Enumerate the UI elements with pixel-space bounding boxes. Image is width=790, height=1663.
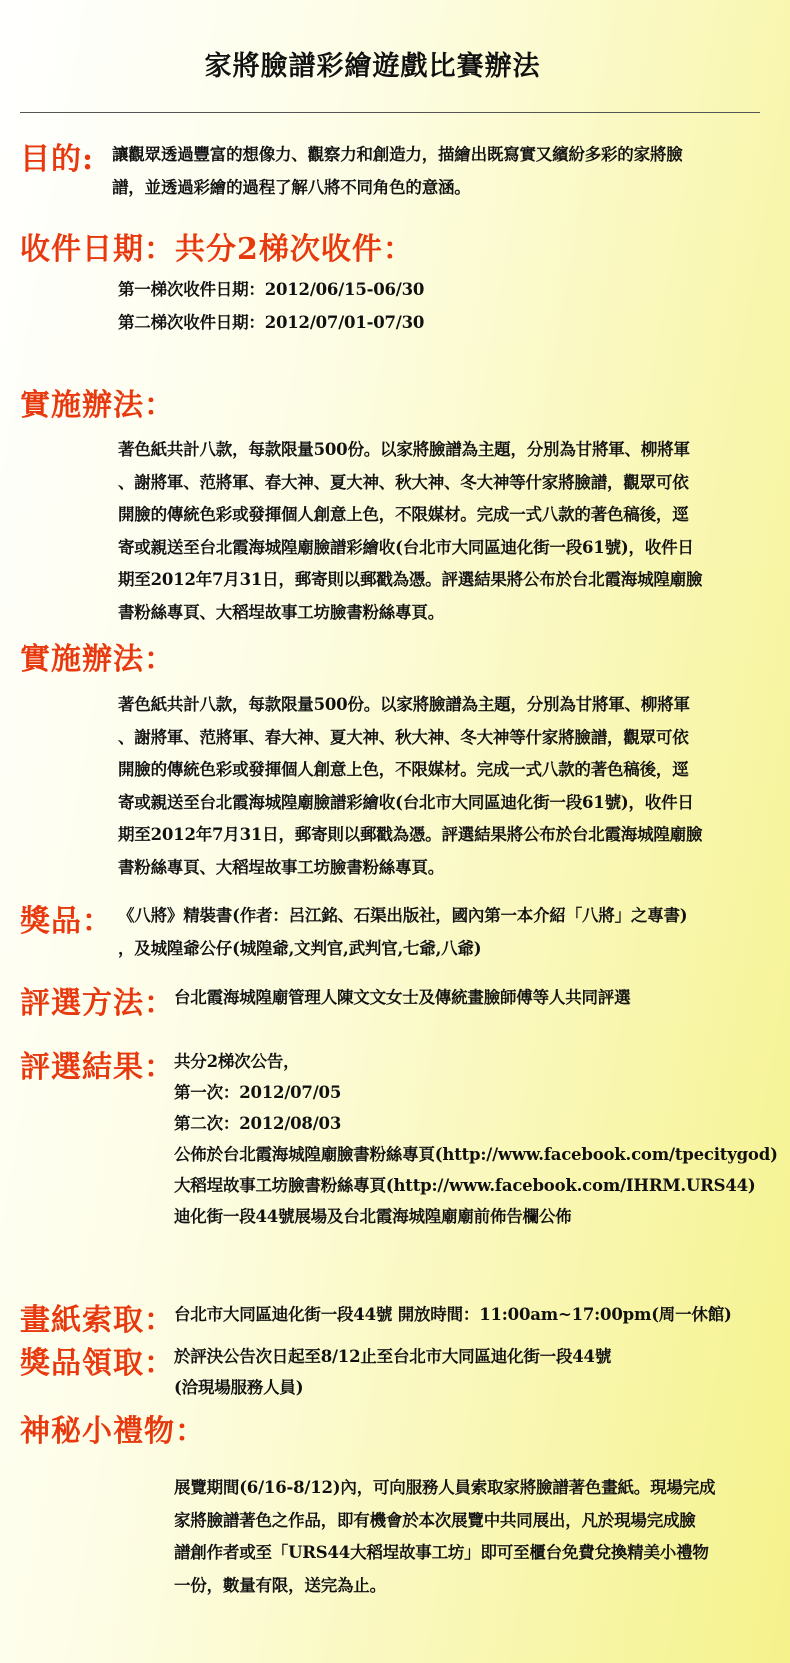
purpose-heading: 目的: xyxy=(20,142,95,177)
method-heading-2: 實施辦法： xyxy=(20,642,175,677)
claim-text xyxy=(174,1341,611,1403)
purpose-line: 讓觀眾透過豐富的想像力、觀察力和創造力，描繪出既寫實又繽紛多彩的家將臉 xyxy=(112,145,683,164)
method-line: 開臉的傳統色彩或發揮個人創意上色，不限媒材。完成一式八款的著色稿後，逕 xyxy=(118,505,689,524)
selection-heading: 評選方法： xyxy=(20,986,175,1021)
method-line: 寄或親送至台北霞海城隍廟臉譜彩繪收(台北市大同區迪化街一段61號)，收件日 xyxy=(118,537,694,557)
collection-dates xyxy=(118,274,424,339)
results-line: 迪化街一段44號展場及台北霞海城隍廟廟前佈告欄公佈 xyxy=(174,1207,572,1226)
collection-line: 第一梯次收件日期：2012/06/15-06/30 xyxy=(118,280,425,299)
results-heading: 評選結果： xyxy=(20,1050,175,1085)
claim-heading: 獎品領取： xyxy=(20,1346,175,1381)
method-line: 書粉絲專頁、大稻埕故事工坊臉書粉絲專頁。 xyxy=(118,602,445,622)
method-line: 著色紙共計八款，每款限量500份。以家將臉譜為主題，分別為甘將軍、柳將軍 xyxy=(118,440,690,459)
method-line: 書粉絲專頁、大稻埕故事工坊臉書粉絲專頁。 xyxy=(118,857,445,877)
claim-line: 於評決公告次日起至8/12止至台北市大同區迪化街一段44號 xyxy=(174,1347,612,1366)
results-line: 第二次：2012/08/03 xyxy=(174,1114,342,1133)
results-text xyxy=(174,1046,778,1232)
method-text xyxy=(118,434,702,629)
method-heading: 實施辦法： xyxy=(20,388,175,423)
gift-line: 展覽期間(6/16-8/12)內，可向服務人員索取家將臉譜著色畫紙。現場完成 xyxy=(174,1478,716,1497)
gift-line: 家將臉譜著色之作品，即有機會於本次展覽中共同展出，凡於現場完成臉 xyxy=(174,1510,696,1530)
gift-line: 一份，數量有限，送完為止。 xyxy=(174,1575,386,1595)
method-line: 著色紙共計八款，每款限量500份。以家將臉譜為主題，分別為甘將軍、柳將軍 xyxy=(118,695,690,714)
method-line: 期至2012年7月31日，郵寄則以郵戳為憑。評選結果將公布於台北霞海城隍廟臉 xyxy=(118,570,703,589)
selection-text: 台北霞海城隍廟管理人陳文文女士及傳統畫臉師傅等人共同評選 xyxy=(174,988,631,1007)
purpose-line: 譜，並透過彩繪的過程了解八將不同角色的意涵。 xyxy=(112,177,471,197)
page-title: 家將臉譜彩繪遊戲比賽辦法 xyxy=(204,51,541,82)
claim-line: (洽現場服務人員) xyxy=(174,1378,304,1397)
prize-text xyxy=(118,900,687,965)
paper-text: 台北市大同區迪化街一段44號 開放時間：11:00am~17:00pm(周一休館) xyxy=(174,1305,732,1324)
prize-line: 《八將》精裝書(作者：呂江銘、石渠出版社，國內第一本介紹「八將」之專書) xyxy=(118,906,688,925)
purpose-text xyxy=(112,139,683,204)
gift-heading: 神秘小禮物： xyxy=(20,1414,206,1449)
gift-text xyxy=(174,1472,715,1602)
paper-heading: 畫紙索取： xyxy=(20,1303,175,1338)
method-line: 期至2012年7月31日，郵寄則以郵戳為憑。評選結果將公布於台北霞海城隍廟臉 xyxy=(118,825,703,844)
collection-line: 第二梯次收件日期：2012/07/01-07/30 xyxy=(118,312,425,332)
results-line: 第一次：2012/07/05 xyxy=(174,1083,342,1102)
method-line: 、謝將軍、范將軍、春大神、夏大神、秋大神、冬大神等什家將臉譜，觀眾可依 xyxy=(118,472,689,492)
prize-line: ，及城隍爺公仔(城隍爺,文判官,武判官,七爺,八爺) xyxy=(118,938,482,958)
results-line: 共分2梯次公告， xyxy=(174,1052,300,1071)
collection-heading: 收件日期：共分2梯次收件： xyxy=(20,232,414,267)
gift-line: 譜創作者或至「URS44大稻埕故事工坊」即可至櫃台免費兌換精美小禮物 xyxy=(174,1543,709,1562)
prize-heading: 獎品： xyxy=(20,904,113,939)
method-text-2 xyxy=(118,689,702,884)
method-line: 開臉的傳統色彩或發揮個人創意上色，不限媒材。完成一式八款的著色稿後，逕 xyxy=(118,760,689,779)
method-line: 寄或親送至台北霞海城隍廟臉譜彩繪收(台北市大同區迪化街一段61號)，收件日 xyxy=(118,792,694,812)
results-line: 大稻埕故事工坊臉書粉絲專頁(http://www.facebook.com/IHRM.URS44) xyxy=(174,1176,756,1195)
method-line: 、謝將軍、范將軍、春大神、夏大神、秋大神、冬大神等什家將臉譜，觀眾可依 xyxy=(118,727,689,747)
divider xyxy=(20,112,760,113)
results-line: 公佈於台北霞海城隍廟臉書粉絲專頁(http://www.facebook.com/tpecitygod) xyxy=(174,1145,778,1164)
